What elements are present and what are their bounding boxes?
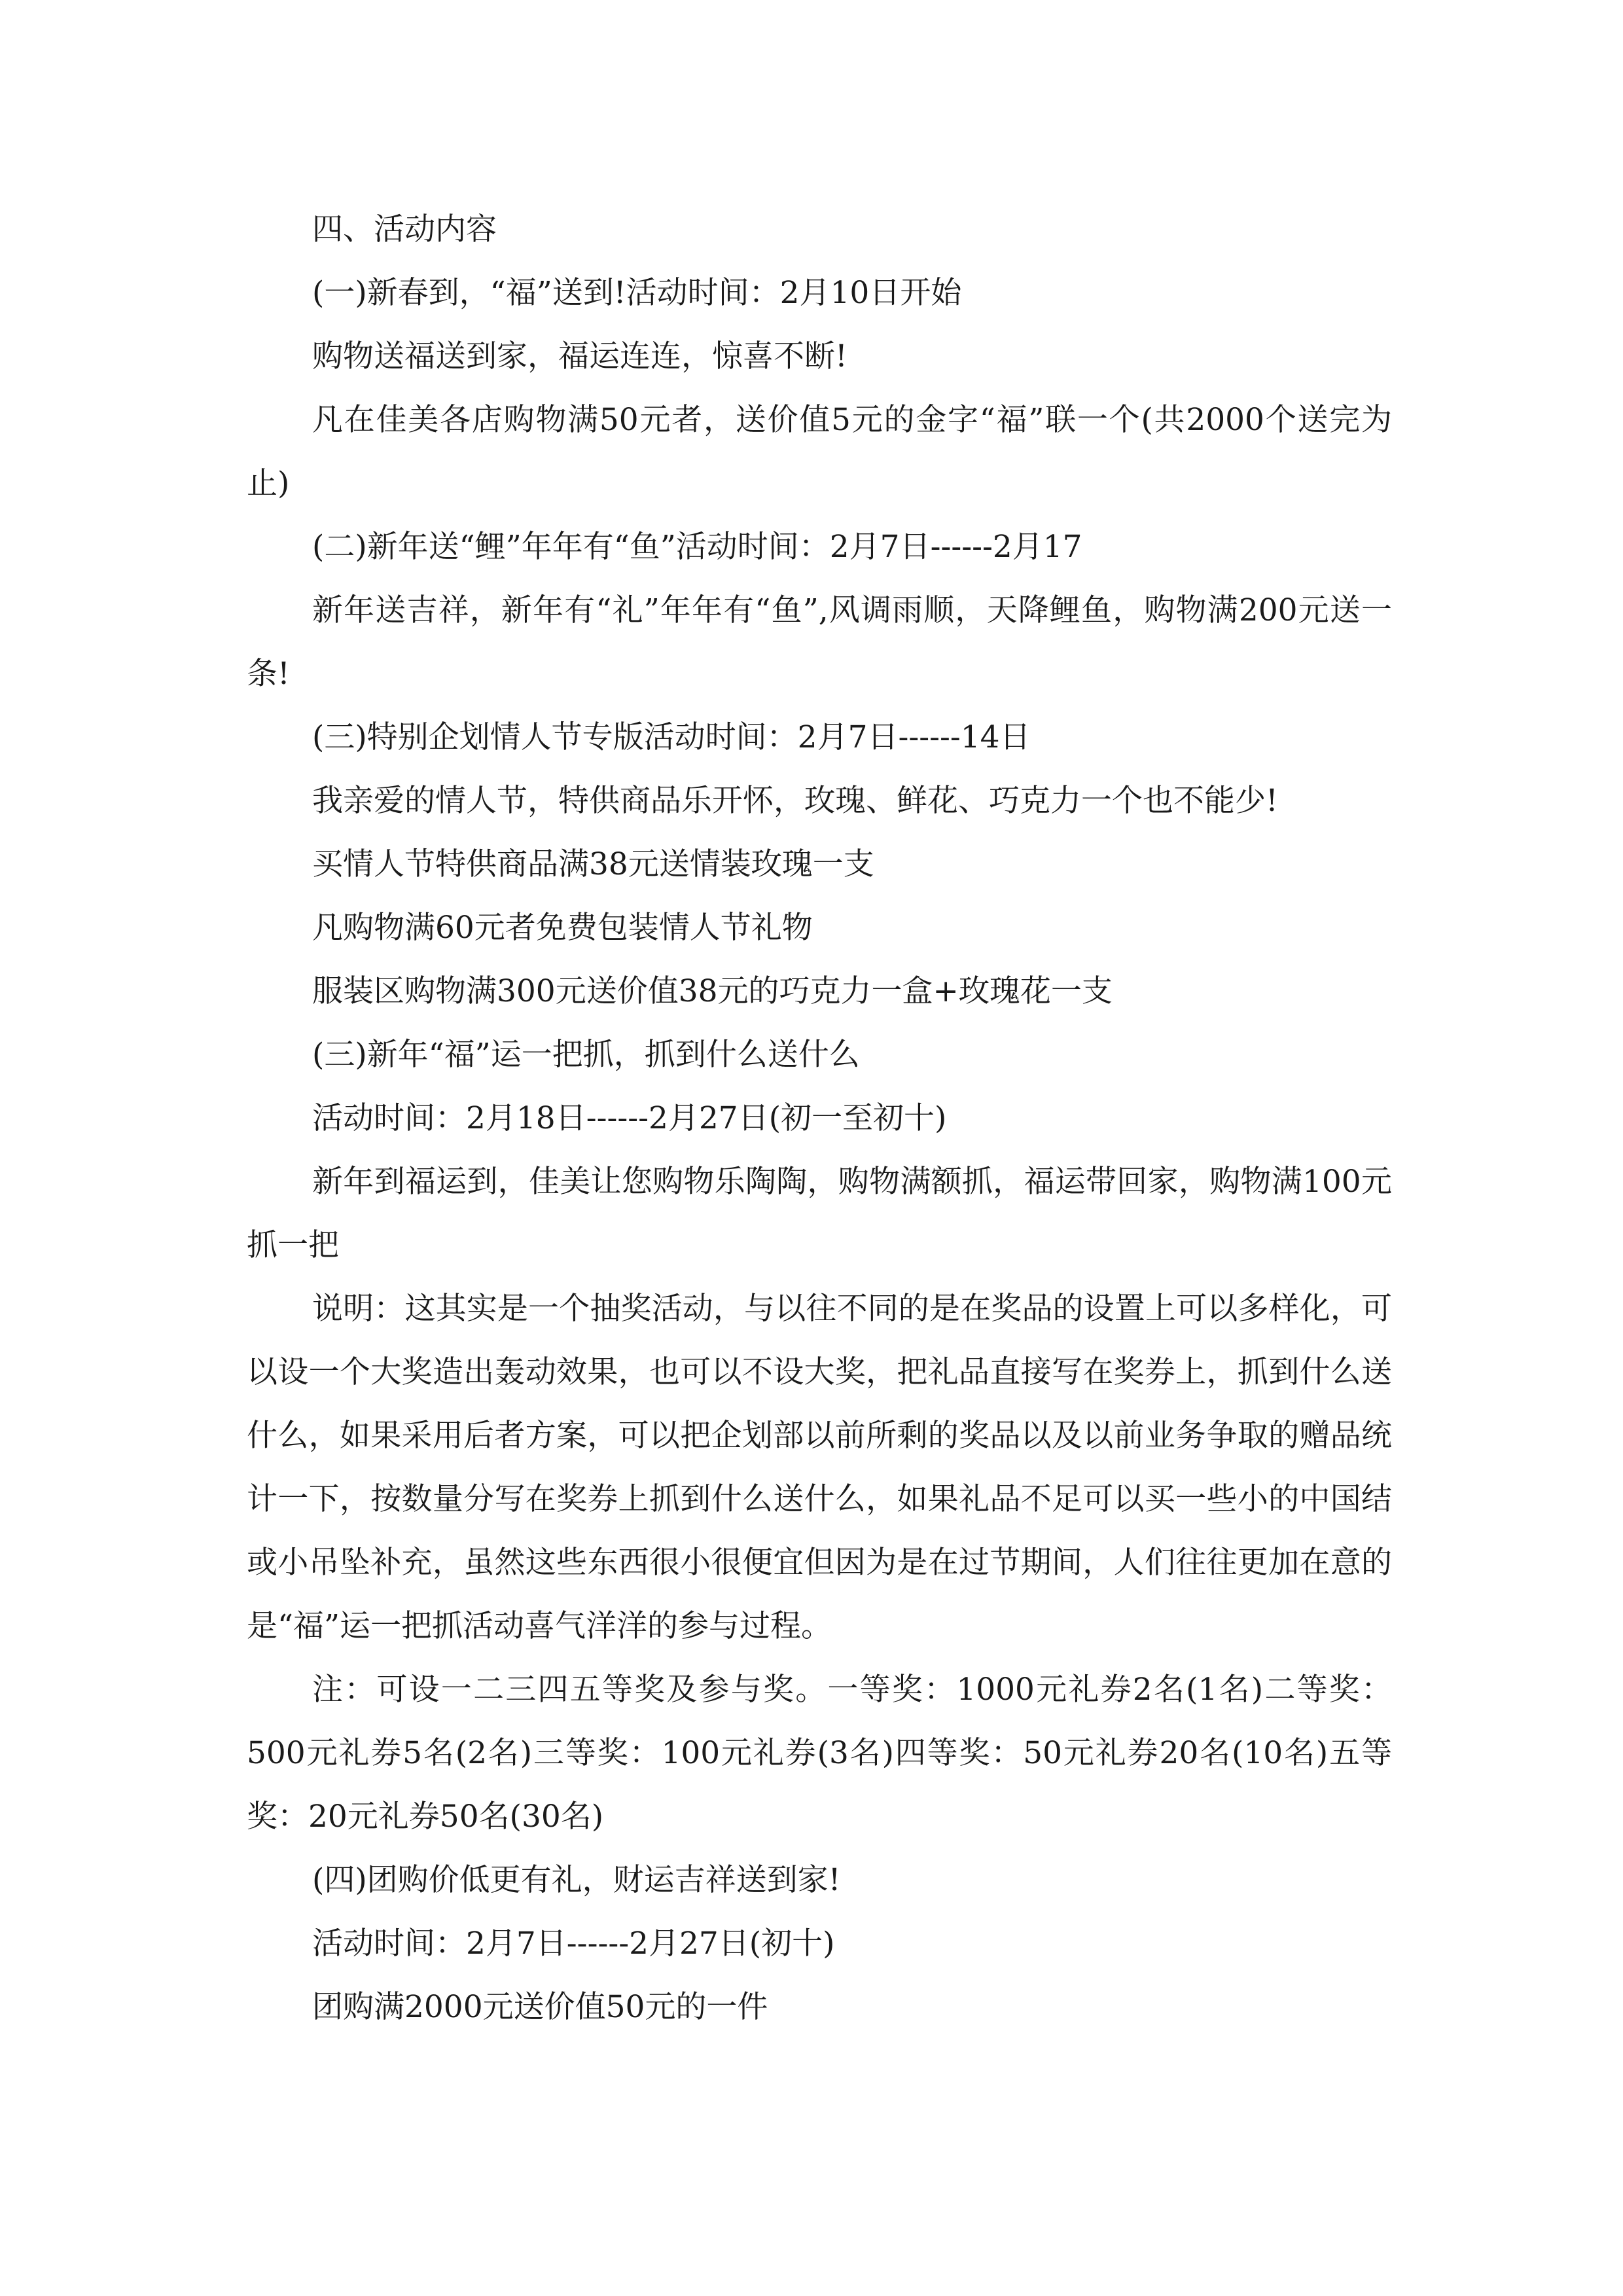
paragraph: 注：可设一二三四五等奖及参与奖。一等奖：1000元礼券2名(1名)二等奖：500元礼券5名(2名)三等奖：100元礼券(3名)四等奖：50元礼券20名(10名)五等奖：20元礼券50名(30名) (247, 1672, 1392, 1835)
paragraph: 新年送吉祥，新年有“礼”年年有“鱼”,风调雨顺，天降鲤鱼，购物满200元送一条! (247, 592, 1392, 692)
paragraph: 活动时间：2月7日------2月27日(初十) (312, 1926, 835, 1962)
section-heading: 四、活动内容 (312, 211, 497, 247)
paragraph: 说明：这其实是一个抽奖活动，与以往不同的是在奖品的设置上可以多样化，可以设一个大奖造出轰动效果，也可以不设大奖，把礼品直接写在奖券上，抓到什么送什么，如果采用后者方案，可以把企划部以前所剩的奖品以及以前业务争取的赠品统计一下，按数量分写在奖券上抓到什么送什么，如果礼品不足可以买一些小的中国结或小吊坠补充，虽然这些东西很小很便宜但因为是在过节期间，人们往往更加在意的是“福”运一把抓活动喜气洋洋的参与过程。 (247, 1291, 1392, 1644)
paragraph: 新年到福运到，佳美让您购物乐陶陶，购物满额抓，福运带回家，购物满100元抓一把 (247, 1164, 1392, 1263)
paragraph: 凡购物满60元者免费包装情人节礼物 (312, 910, 813, 946)
paragraph: 买情人节特供商品满38元送情装玫瑰一支 (312, 846, 874, 882)
paragraph: (四)团购价低更有礼，财运吉祥送到家! (312, 1862, 841, 1898)
paragraph: (一)新春到，“福”送到!活动时间：2月10日开始 (312, 275, 962, 311)
paragraph: 活动时间：2月18日------2月27日(初一至初十) (312, 1100, 947, 1136)
paragraph: (二)新年送“鲤”年年有“鱼”活动时间：2月7日------2月17 (312, 529, 1082, 565)
paragraph: 团购满2000元送价值50元的一件 (312, 1989, 768, 2025)
paragraph: 我亲爱的情人节，特供商品乐开怀，玫瑰、鲜花、巧克力一个也不能少! (312, 783, 1278, 819)
paragraph: (三)新年“福”运一把抓，抓到什么送什么 (312, 1037, 860, 1073)
document-body (247, 198, 1392, 2039)
paragraph: (三)特别企划情人节专版活动时间：2月7日------14日 (312, 719, 1031, 755)
paragraph: 凡在佳美各店购物满50元者，送价值5元的金字“福”联一个(共2000个送完为止) (247, 402, 1392, 501)
paragraph: 购物送福送到家，福运连连，惊喜不断! (312, 338, 847, 374)
paragraph: 服装区购物满300元送价值38元的巧克力一盒+玫瑰花一支 (312, 973, 1113, 1009)
